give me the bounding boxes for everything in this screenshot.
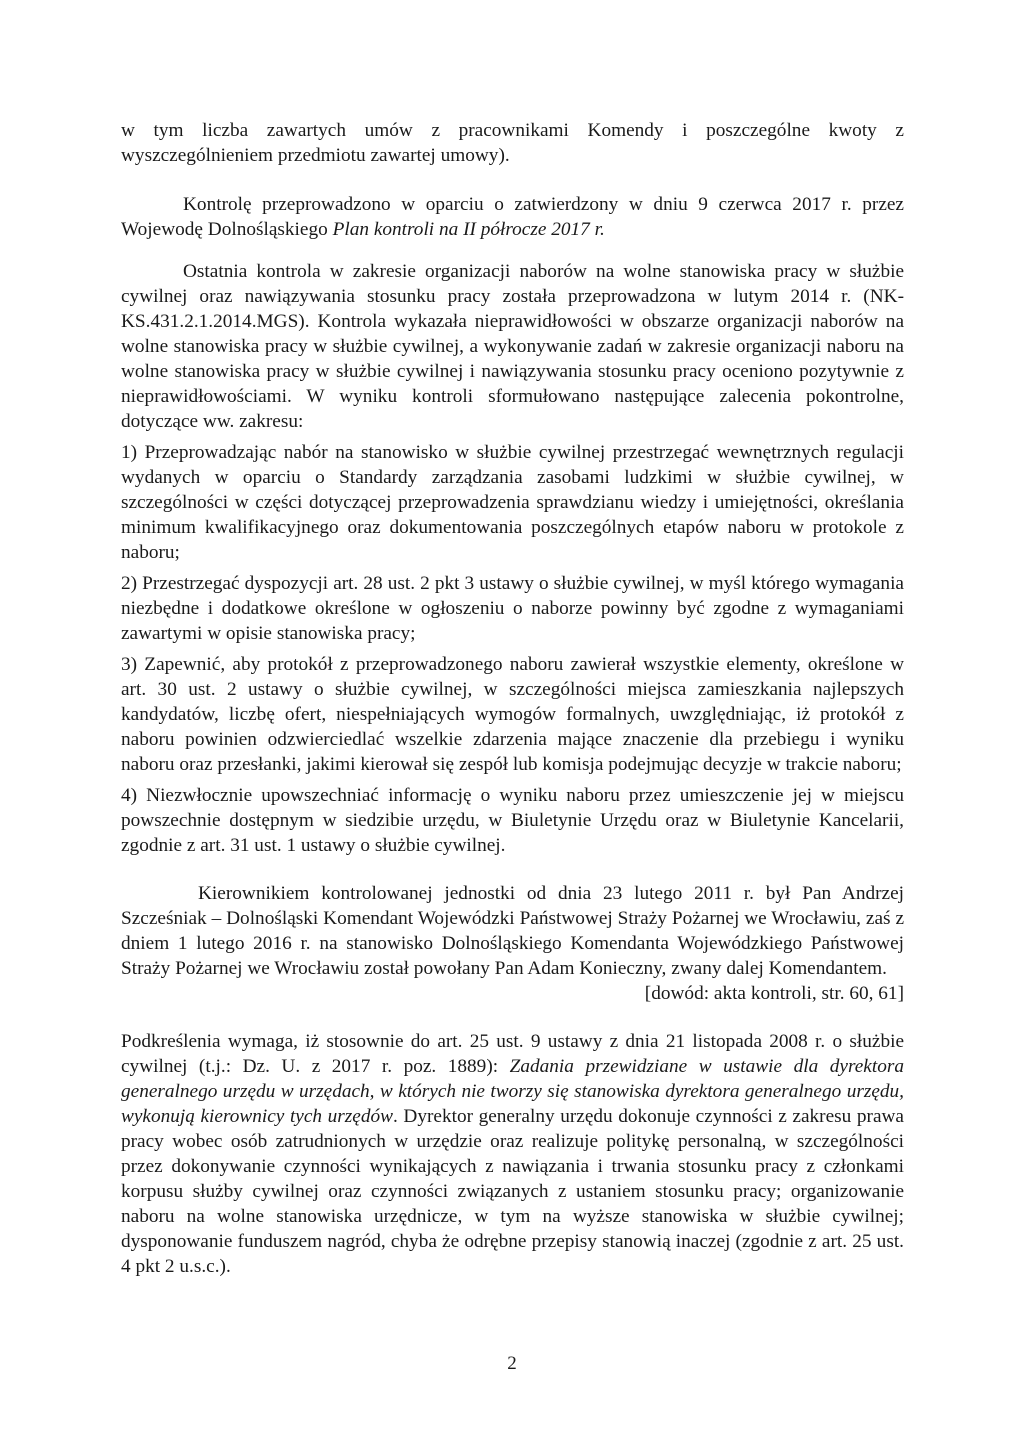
document-page <box>121 118 904 1279</box>
control-basis-text: Kontrolę przeprowadzono w oparciu o zatwierdzony w dniu 9 czerwca 2017 r. przez Wojewodę Dolnośląskiego <box>121 194 904 240</box>
recommendation-item-1: 1) Przeprowadzając nabór na stanowisko w służbie cywilnej przestrzegać wewnętrznych regulacji wydanych w oparciu o Standardy zarządzania zasobami ludzkimi w służbie cywilnej, w szczególności w części dotyczącej przeprowadzenia sprawdzianu wiedzy i umiejętności, określania minimum kwalifikacyjnego oraz dokumentowania poszczególnych etapów naboru w protokole z naboru; <box>121 442 904 563</box>
evidence-reference: [dowód: akta kontroli, str. 60, 61] <box>644 983 904 1004</box>
legal-basis-end: . Dyrektor generalny urzędu dokonuje czynności z zakresu prawa pracy wobec osób zatrudnionych w urzędzie oraz realizuje politykę personalną, w szczególności przez dokonywanie czynności wynikających z nawiązania i trwania stosunku pracy z członkami korpusu służby cywilnej oraz czynności związanych z ustaniem stosunku pracy; organizowanie naboru na wolne stanowiska urzędnicze, w tym na wyższe stanowiska w służbie cywilnej; dysponowanie funduszem nagród, chyba że odrębne przepisy stanowią inaczej (zgodnie z art. 25 ust. 4 pkt 2 u.s.c.). <box>121 1106 904 1277</box>
recommendation-item-3: 3) Zapewnić, aby protokół z przeprowadzonego naboru zawierał wszystkie elementy, określone w art. 30 ust. 2 ustawy o służbie cywilnej, w szczególności miejsca zamieszkania najlepszych kandydatów, liczbę ofert, niespełniających wymogów formalnych, uwzględniając, iż protokół z naboru powinien odzwierciedlać wszelkie zdarzenia mające znaczenie dla przebiegu i wyniku naboru oraz przesłanki, jakimi kierował się zespół lub komisja podejmując decyzje w trakcie naboru; <box>121 654 904 775</box>
paragraph-legal-basis <box>121 1029 904 1279</box>
paragraph-control-basis <box>121 192 904 242</box>
paragraph-previous-control: Ostatnia kontrola w zakresie organizacji naborów na wolne stanowiska pracy w służbie cywilnej oraz nawiązywania stosunku pracy została przeprowadzona w lutym 2014 r. (NK-KS.431.2.1.2014.MGS). Kontrola wykazała nieprawidłowości w obszarze organizacji naborów na wolne stanowiska pracy w służbie cywilnej, a wykonywanie zadań w zakresie organizacji naboru na wolne stanowiska pracy w służbie cywilnej i nawiązywania stosunku pracy oceniono pozytywnie z nieprawidłowościami. W wyniku kontroli sformułowano następujące zalecenia pokontrolne, dotyczące ww. zakresu: <box>121 261 904 432</box>
page-number: 2 <box>507 1353 517 1374</box>
paragraph-unit-head: Kierownikiem kontrolowanej jednostki od dnia 23 lutego 2011 r. był Pan Andrzej Szcześniak – Dolnośląski Komendant Wojewódzki Państwowej Straży Pożarnej we Wrocławiu, zaś z dniem 1 lutego 2016 r. na stanowisko Dolnośląskiego Komendanta Wojewódzkiego Państwowej Straży Pożarnej we Wrocławiu został powołany Pan Adam Konieczny, zwany dalej Komendantem. <box>121 883 904 979</box>
legal-basis-start: Podkreślenia wymaga, iż stosownie do art. 25 ust. 9 ustawy z dnia 21 listopada 2008 r. o służbie cywilnej (t.j.: Dz. U. z 2017 r. poz. 1889): <box>121 1031 904 1077</box>
recommendation-item-4: 4) Niezwłocznie upowszechniać informację o wyniku naboru przez umieszczenie jej w miejscu powszechnie dostępnym w siedzibie urzędu, w Biuletynie Urzędu oraz w Biuletynie Kancelarii, zgodnie z art. 31 ust. 1 ustawy o służbie cywilnej. <box>121 785 904 856</box>
paragraph-continuation: w tym liczba zawartych umów z pracownikami Komendy i poszczególne kwoty z wyszczególnieniem przedmiotu zawartej umowy). <box>121 120 904 166</box>
control-plan-title: Plan kontroli na II półrocze 2017 r. <box>332 219 605 240</box>
recommendation-item-2: 2) Przestrzegać dyspozycji art. 28 ust. 2 pkt 3 ustawy o służbie cywilnej, w myśl którego wymagania niezbędne i dodatkowe określone w ogłoszeniu o naborze powinny być zgodne z wymaganiami zawartymi w opisie stanowiska pracy; <box>121 573 904 644</box>
legal-quote: Zadania przewidziane w ustawie dla dyrektora generalnego urzędu w urzędach, w których nie tworzy się stanowiska dyrektora generalnego urzędu, wykonują kierownicy tych urzędów <box>121 1056 904 1127</box>
